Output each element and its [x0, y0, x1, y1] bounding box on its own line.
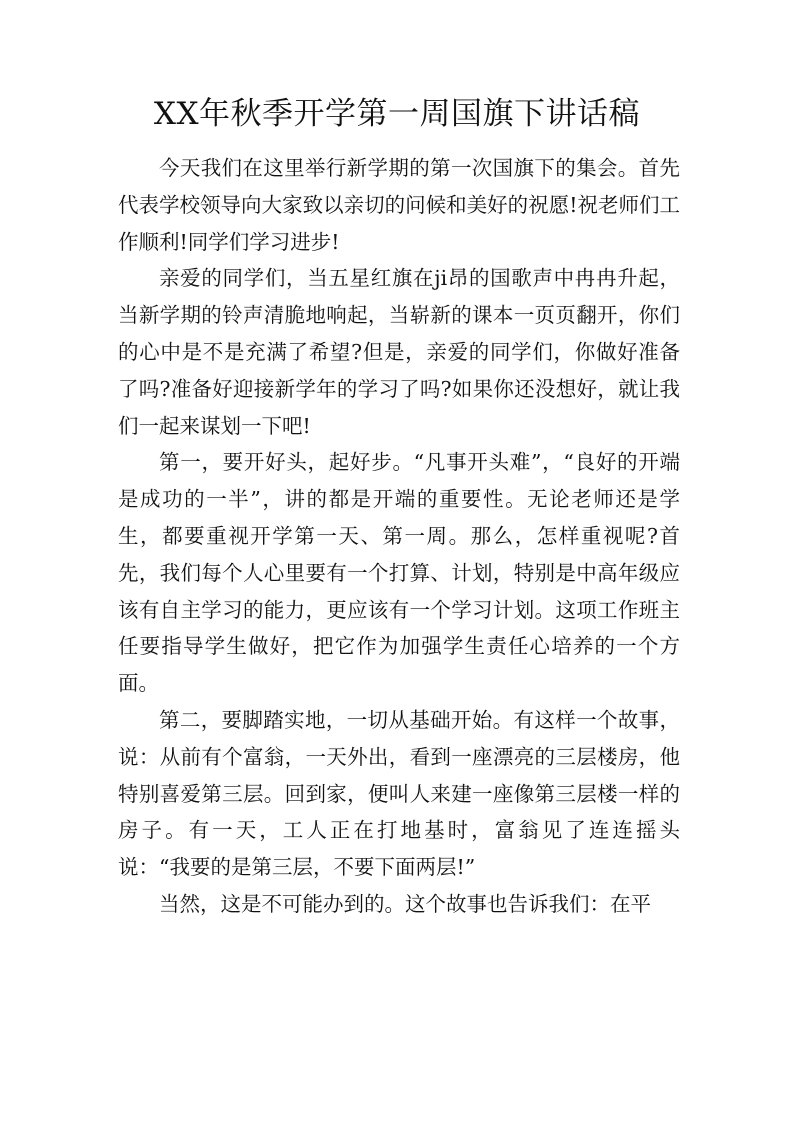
paragraph-new-semester: 亲爱的同学们，当五星红旗在ji昂的国歌声中冉冉升起，当新学期的铃声清脆地响起，当崭新的课本一页页翻开，你们的心中是不是充满了希望?但是，亲爱的同学们，你做好准备了吗?准备好迎接新学年的学习了吗?如果你还没想好，就让我们一起来谋划一下吧! — [118, 266, 680, 438]
paragraph-conclusion: 当然，这是不可能办到的。这个故事也告诉我们：在平 — [159, 891, 651, 916]
document-body — [118, 150, 680, 923]
paragraph-second-point: 第二，要脚踏实地，一切从基础开始。有这样一个故事，说：从前有个富翁，一天外出，看到一座漂亮的三层楼房，他特别喜爱第三层。回到家，便叫人来建一座像第三层楼一样的房子。有一天，工人正在打地基时，富翁见了连连摇头说：“我要的是第三层，不要下面两层!” — [118, 707, 680, 880]
document-title: XX年秋季开学第一周国旗下讲话稿 — [153, 96, 641, 132]
paragraph-greeting: 今天我们在这里举行新学期的第一次国旗下的集会。首先代表学校领导向大家致以亲切的问候和美好的祝愿!祝老师们工作顺利!同学们学习进步! — [118, 156, 680, 254]
paragraph-first-point: 第一，要开好头，起好步。“凡事开头难”，“良好的开端是成功的一半”，讲的都是开端的重要性。无论老师还是学生，都要重视开学第一天、第一周。那么，怎样重视呢?首先，我们每个人心里要有一个打算、计划，特别是中高年级应该有自主学习的能力，更应该有一个学习计划。这项工作班主任要指导学生做好，把它作为加强学生责任心培养的一个方面。 — [118, 450, 680, 696]
